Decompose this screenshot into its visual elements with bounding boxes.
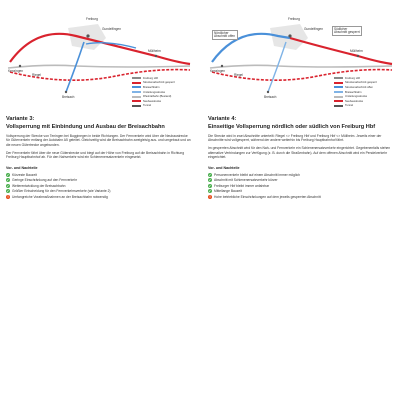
pros-cons-text: Mittellange Bauzeit (214, 189, 242, 194)
legend-label: Umleitungsstrecke (143, 90, 166, 94)
callout-south-closed: Südlicher Abschnitt gesperrt (332, 26, 362, 36)
warning-icon: ! (7, 194, 9, 199)
variant-heading: Vollsperrung mit Einbindung und Ausbau der Breisachbahn (6, 124, 165, 131)
legend-swatch (334, 100, 343, 102)
legend-label: Neubaustrecke (143, 99, 162, 103)
map-legend (334, 76, 392, 108)
legend-swatch (132, 86, 141, 88)
station-breisach-marker (267, 91, 269, 93)
pros-cons-text: Personenverkehr bleibt auf einem Abschnitt immer möglich (214, 172, 300, 177)
legend-label: Streckenabschnitt gesperrt (345, 81, 377, 85)
place-label-muellheim: Müllheim (350, 49, 363, 53)
variant-3-map (6, 6, 192, 114)
check-icon: ✓ (208, 178, 212, 183)
station-muellheim-marker (357, 55, 359, 57)
pros-cons-text: Geringe Einschränkung auf den Fernverkehr (12, 178, 78, 183)
check-icon: ✓ (6, 178, 10, 183)
variant-description-2: Im gesperrten Abschnitt wird für den Nah- und Fernverkehr ein Schienenersatzverkehr eingerichtet. Gegebenenfalls stehen alternative Verbindungen zur Verfügung (z. B. durch die Straßenbahn). Auf dem offenen Abschnitt wird ein Pendelverkehr eingerichtet. (208, 146, 391, 160)
legend-swatch (334, 91, 343, 93)
callout-north-open: Nördlicher Abschnitt offen (212, 30, 238, 40)
pros-cons-list (208, 172, 394, 200)
variant-title: Variante 3: (6, 116, 35, 122)
pros-cons-item (6, 194, 192, 200)
legend-label: Neubaustrecke (345, 99, 364, 103)
pros-cons-list (6, 172, 192, 200)
legend-swatch (132, 91, 141, 93)
check-icon: ✓ (6, 183, 10, 188)
legend-label: Umleitungsstrecke (345, 95, 368, 99)
place-label-gundelfingen: Gundelfingen (102, 27, 121, 31)
place-label-breisach: Breisach (62, 95, 75, 99)
warning-icon: ! (209, 194, 211, 199)
place-label-gundelfingen: Gundelfingen (304, 27, 323, 31)
station-freiburg-marker (288, 34, 291, 37)
variant-3-panel (6, 6, 192, 200)
variant-description-1: Die Strecke wird in zwei Abschnitte unterteilt: Riegel <> Freiburg Hbf und Freiburg Hbf <> Müllheim. Jeweils einer der Abschnitte wird vollgesperrt, während der andere weiterhin bis Freiburg Hauptbahnhof fährt. (208, 133, 382, 143)
check-icon: ✓ (6, 189, 10, 194)
place-label-kenzingen: Kenzingen (210, 69, 226, 73)
legend-label: Breisachbahn (143, 85, 160, 89)
variant-heading: Einseitige Vollsperrung nördlich oder südlich von Freiburg Hbf (208, 124, 376, 131)
breisach-line (66, 42, 84, 92)
station-breisach-marker (65, 91, 67, 93)
legend-swatch (334, 86, 343, 88)
legend-swatch (334, 105, 343, 107)
breisach-line (268, 42, 286, 92)
station-kenzingen-marker (19, 65, 21, 67)
pros-cons-text: Abschnitt mit Schienenersatzverkehr kürzer (214, 178, 278, 183)
place-label-freiburg: Freiburg (86, 17, 98, 21)
legend-swatch (132, 77, 141, 79)
station-freiburg-marker (86, 34, 89, 37)
rhine-valley-line (8, 65, 190, 68)
legend-swatch (132, 82, 141, 84)
place-label-freiburg: Freiburg (288, 17, 300, 21)
variant-description-1: Vollsperrung der Strecke von Teningen bei Bugginegen in beide Richtungen. Der Fernverkehr wird über die Neubaustrecke für Güterverkehr entlang der Autobahn A5 geleitet. Gleichzeitig wird die Breisachbahn zweigleisig aus- und umgebaut und an die neuen Gütertrecke angebunden. (6, 133, 191, 147)
legend-swatch (132, 105, 141, 107)
legend-label: Breisachbahn (345, 90, 362, 94)
legend-label: Tunnel (345, 104, 354, 108)
legend-swatch (334, 96, 343, 98)
variant-4-panel (208, 6, 394, 200)
variant-title: Variante 4: (208, 116, 237, 122)
pros-cons-title: Vor- und Nachteile (208, 165, 240, 170)
legend-label: Freiburg Hbf (143, 76, 158, 80)
legend-item (334, 104, 392, 109)
check-icon: ✓ (6, 172, 10, 177)
legend-swatch (132, 100, 141, 102)
legend-swatch (334, 77, 343, 79)
check-icon: ✓ (208, 172, 212, 177)
pros-cons-text: Kürzeste Bauzeit (12, 172, 37, 177)
variant-4-map (208, 6, 394, 114)
station-muellheim-marker (155, 55, 157, 57)
station-kenzingen-marker (221, 65, 223, 67)
pros-cons-text: Weiterentwicklung der Breisachbahn (12, 183, 66, 188)
legend-swatch (132, 96, 141, 98)
pros-cons-text: Umfangreiche Vorabmaßnahmen an der Breisachbahn notwendig (12, 194, 108, 199)
map-legend (132, 76, 190, 108)
pros-cons-item (208, 194, 394, 200)
check-icon: ✓ (208, 183, 212, 188)
legend-label: Streckenabschnitt gesperrt (143, 81, 175, 85)
closed-section-line (290, 38, 392, 64)
pros-cons-text: Hohe betriebliche Einschränkungen auf dem jeweils gesperrten Abschnitt (214, 194, 321, 199)
legend-label: Freiburg Hbf (345, 76, 360, 80)
pros-cons-title: Vor- und Nachteile (6, 165, 38, 170)
place-label-riegel: Riegel (32, 73, 42, 77)
rhine-valley-line (210, 65, 392, 68)
check-icon: ✓ (208, 189, 212, 194)
place-label-riegel: Riegel (234, 73, 244, 77)
place-label-kenzingen: Kenzingen (8, 69, 24, 73)
legend-label: Tunnel (143, 104, 152, 108)
legend-label: Rheintalbahn (Bestand) (143, 95, 172, 99)
legend-swatch (334, 82, 343, 84)
legend-label: Streckenabschnitt offen (345, 85, 374, 89)
legend-item (132, 104, 190, 109)
variant-description-2: Der Fernverkehr fährt über die neue Güterstrecke und biegt auf der Höhe von Freiburg auf die Breisachbahn in Richtung Freiburg Hauptbahnhof ab. Für den Nahverkehr wird ein Schienenersatzverkehr eingesetzt. (6, 150, 185, 160)
pros-cons-text: Freiburger Hbf bleibt immer anfahrbar (214, 183, 270, 188)
pros-cons-text: Größter Entscheidung für den Fernverkehrsverkehr (wie Variante 2) (12, 189, 111, 194)
place-label-muellheim: Müllheim (148, 49, 161, 53)
place-label-breisach: Breisach (264, 95, 277, 99)
